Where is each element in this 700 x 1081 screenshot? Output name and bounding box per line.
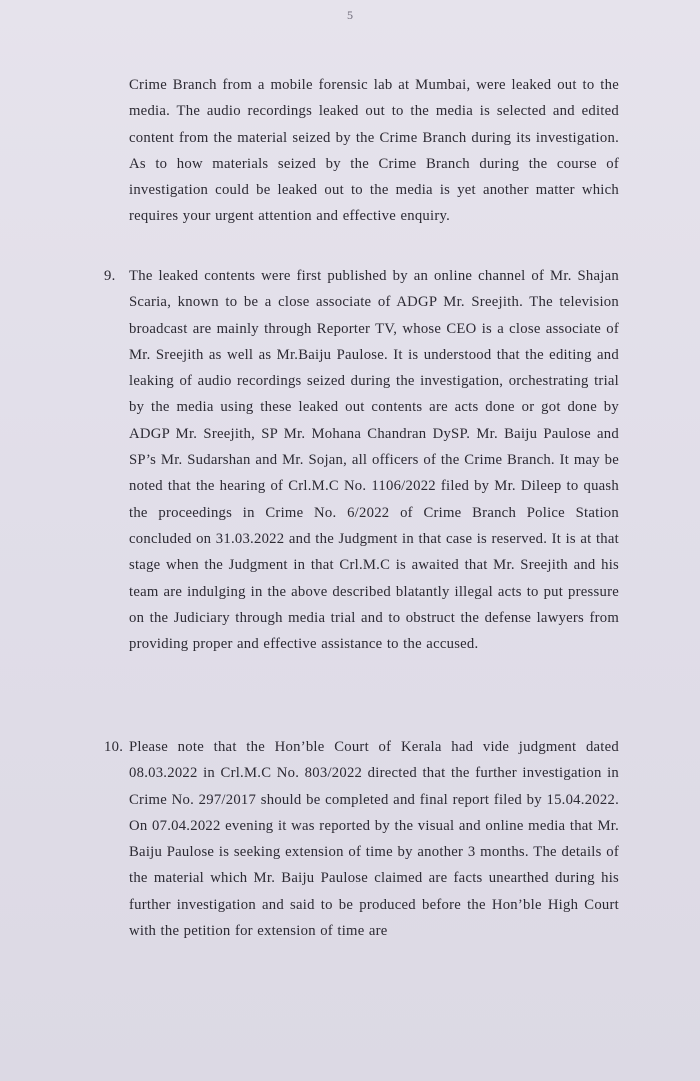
paragraph-continuation: Crime Branch from a mobile forensic lab at Mumbai, were leaked out to the media. The audio recordings leaked out to the media is selected and edited content from the material seized by the Crime Branch during its investigation. As to how materials seized by the Crime Branch during the course of investigation could be leaked out to the media is yet another matter which requires your urgent attention and effective enquiry. bbox=[129, 77, 619, 225]
paragraph-number-10: 10. bbox=[104, 739, 124, 755]
paragraph-9: The leaked contents were first published by an online channel of Mr. Shajan Scaria, known to be a close associate of ADGP Mr. Sreejith. The television broadcast are mainly through Reporter TV, whose CEO is a close associate of Mr. Sreejith as well as Mr.Baiju Paulose. It is understood that the editing and leaking of audio recordings seized during the investigation, orchestrating trial by the media using these leaked out contents are acts done or got done by ADGP Mr. Sreejith, SP Mr. Mohana Chandran DySP. Mr. Baiju Paulose and SP’s Mr. Sudarshan and Mr. Sojan, all officers of the Crime Branch. It may be noted that the hearing of Crl.M.C No. 1106/2022 filed by Mr. Dileep to quash the proceedings in Crime No. 6/2022 of Crime Branch Police Station concluded on 31.03.2022 and the Judgment in that case is reserved. It is at that stage when the Judgment in that Crl.M.C is awaited that Mr. Sreejith and his team are indulging in the above described blatantly illegal acts to put pressure on the Judiciary through media trial and to obstruct the defense lawyers from providing proper and effective assistance to the accused. bbox=[129, 268, 619, 653]
page-number: 5 bbox=[347, 8, 353, 22]
paragraph-10: Please note that the Hon’ble Court of Kerala had vide judgment dated 08.03.2022 in Crl.M.C No. 803/2022 directed that the further investigation in Crime No. 297/2017 should be completed and final report filed by 15.04.2022. On 07.04.2022 evening it was reported by the visual and online media that Mr. Baiju Paulose is seeking extension of time by another 3 months. The details of the material which Mr. Baiju Paulose claimed are facts unearthed during his further investigation and said to be produced before the Hon’ble High Court with the petition for extension of time are bbox=[129, 739, 619, 940]
paragraph-number-9: 9. bbox=[104, 268, 116, 284]
